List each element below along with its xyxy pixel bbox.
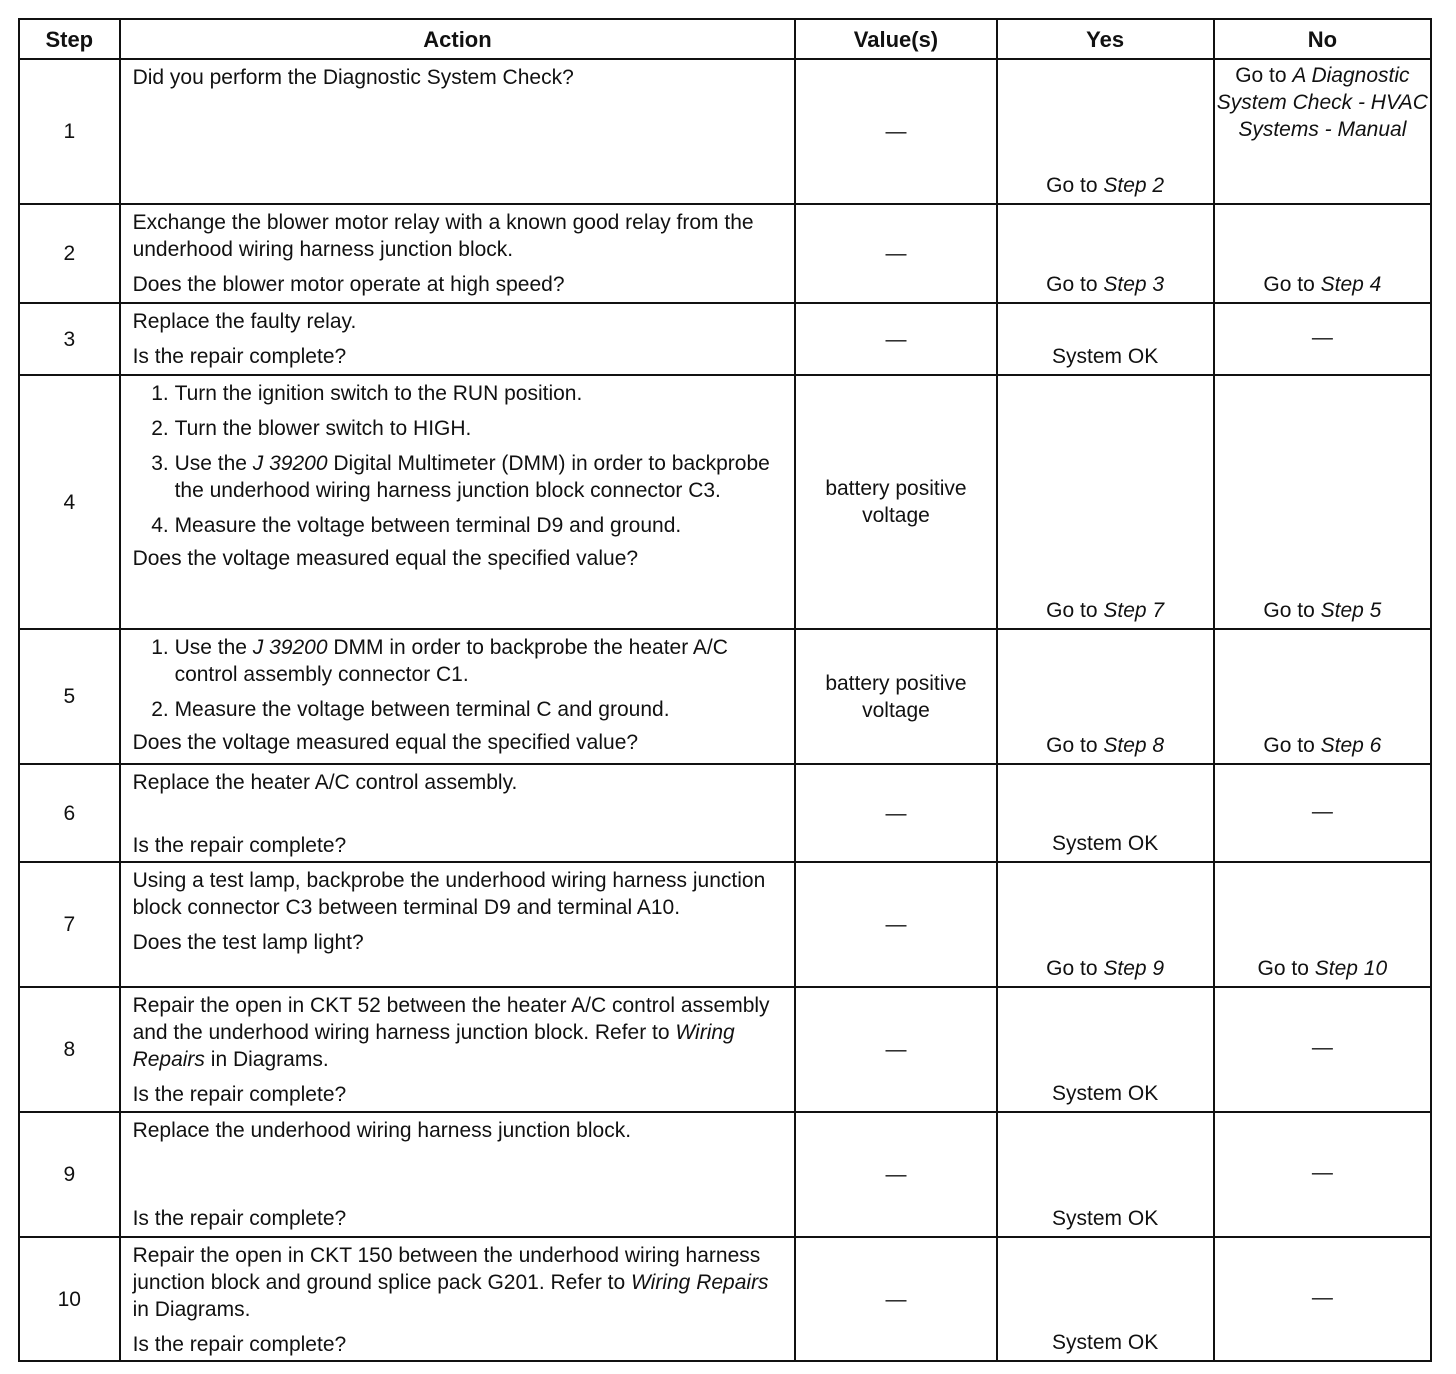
goto-label: Go to	[1046, 957, 1098, 980]
step-reference: Step 2	[1103, 174, 1165, 197]
action-text: Exchange the blower motor relay with a known good relay from the underhood wiring harness junction block.	[132, 211, 754, 261]
procedure-list	[133, 634, 787, 723]
step-number: 7	[19, 862, 120, 987]
goto-label: Go to	[1263, 273, 1315, 296]
action-cell	[120, 1112, 796, 1237]
step-reference: Step 8	[1103, 734, 1165, 757]
table-row	[19, 375, 1431, 629]
question-text: Does the test lamp light?	[132, 931, 364, 954]
yes-cell	[997, 629, 1214, 764]
yes-cell: System OK	[997, 764, 1214, 862]
no-cell	[1214, 862, 1431, 987]
value-cell: —	[795, 303, 996, 375]
table-row	[19, 1112, 1431, 1237]
text-fragment: DMM in order to backprobe the heater A/C control assembly connector C1.	[174, 636, 728, 686]
step-reference: Step 4	[1320, 273, 1382, 296]
action-cell	[120, 375, 796, 629]
header-yes: Yes	[997, 19, 1214, 59]
table-row	[19, 629, 1431, 764]
header-values: Value(s)	[795, 19, 996, 59]
action-cell	[120, 204, 796, 303]
step-number: 6	[19, 764, 120, 862]
text-fragment: Use the	[174, 636, 247, 659]
question-text: Did you perform the Diagnostic System Check?	[132, 66, 574, 89]
action-text: Replace the faulty relay.	[132, 310, 357, 333]
question-text: Is the repair complete?	[132, 834, 347, 857]
yes-cell: System OK	[997, 1237, 1214, 1361]
yes-cell: System OK	[997, 1112, 1214, 1237]
question-text: Is the repair complete?	[132, 345, 347, 368]
goto-label: Go to	[1046, 273, 1098, 296]
goto-label: Go to	[1046, 174, 1098, 197]
step-reference: Step 6	[1320, 734, 1382, 757]
list-item: 4. Measure the voltage between terminal D9 and ground.	[175, 512, 787, 539]
text-fragment: in Diagrams.	[132, 1298, 251, 1321]
value-cell: —	[795, 204, 996, 303]
goto-label: Go to	[1046, 734, 1098, 757]
no-cell: —	[1214, 1237, 1431, 1361]
list-item	[175, 634, 787, 688]
header-action: Action	[120, 19, 796, 59]
text-fragment: Repair the open in CKT 150 between the underhood wiring harness junction block and ground splice pack G201. Refer to	[132, 1244, 761, 1294]
yes-cell	[997, 862, 1214, 987]
text-fragment: in Diagrams.	[210, 1048, 329, 1071]
doc-reference: Wiring Repairs	[631, 1271, 769, 1294]
step-number: 10	[19, 1237, 120, 1361]
table-row	[19, 204, 1431, 303]
yes-cell	[997, 375, 1214, 629]
action-cell	[120, 862, 796, 987]
action-cell	[120, 59, 796, 204]
action-text: Replace the heater A/C control assembly.	[132, 771, 518, 794]
text-fragment: Digital Multimeter (DMM) in order to backprobe the underhood wiring harness junction block connector C3.	[174, 452, 770, 502]
text-fragment: Use the	[174, 452, 247, 475]
value-cell: battery positive voltage	[795, 629, 996, 764]
question-text: Does the voltage measured equal the specified value?	[132, 731, 639, 754]
value-cell: —	[795, 1237, 996, 1361]
list-item: 2. Measure the voltage between terminal C and ground.	[175, 696, 787, 723]
yes-cell: System OK	[997, 303, 1214, 375]
no-cell: —	[1214, 987, 1431, 1112]
question-text: Is the repair complete?	[132, 1333, 347, 1356]
step-reference: Step 7	[1103, 599, 1165, 622]
value-cell: —	[795, 862, 996, 987]
action-cell	[120, 987, 796, 1112]
list-item	[175, 450, 787, 504]
table-row	[19, 987, 1431, 1112]
yes-cell: System OK	[997, 987, 1214, 1112]
list-item: 1. Turn the ignition switch to the RUN position.	[175, 380, 787, 407]
action-text	[133, 1242, 787, 1323]
diagnostic-table	[18, 18, 1432, 1362]
action-cell	[120, 764, 796, 862]
action-cell	[120, 303, 796, 375]
step-reference: Step 9	[1103, 957, 1165, 980]
no-cell	[1214, 59, 1431, 204]
step-reference: Step 5	[1320, 599, 1382, 622]
list-item: 2. Turn the blower switch to HIGH.	[175, 415, 787, 442]
goto-label: Go to	[1257, 957, 1309, 980]
step-reference: Step 3	[1103, 273, 1165, 296]
value-cell: —	[795, 764, 996, 862]
table-row	[19, 862, 1431, 987]
value-cell: —	[795, 987, 996, 1112]
question-text: Does the blower motor operate at high speed?	[132, 273, 565, 296]
action-text: Replace the underhood wiring harness junction block.	[132, 1119, 632, 1142]
value-cell: —	[795, 59, 996, 204]
header-step: Step	[19, 19, 120, 59]
question-text: Is the repair complete?	[132, 1207, 347, 1230]
yes-cell	[997, 204, 1214, 303]
tool-reference: J 39200	[252, 452, 328, 475]
table-row	[19, 303, 1431, 375]
header-row	[19, 19, 1431, 59]
step-number: 1	[19, 59, 120, 204]
no-cell	[1214, 204, 1431, 303]
table-row	[19, 59, 1431, 204]
no-cell: —	[1214, 1112, 1431, 1237]
step-number: 2	[19, 204, 120, 303]
action-cell	[120, 629, 796, 764]
procedure-reference: A Diagnostic System Check - HVAC Systems - Manual	[1216, 64, 1428, 141]
action-cell	[120, 1237, 796, 1361]
yes-cell	[997, 59, 1214, 204]
goto-label: Go to	[1263, 599, 1315, 622]
step-reference: Step 10	[1314, 957, 1388, 980]
table-row	[19, 1237, 1431, 1361]
question-text: Is the repair complete?	[132, 1083, 347, 1106]
doc-reference: Wiring Repairs	[132, 1021, 735, 1071]
tool-reference: J 39200	[252, 636, 328, 659]
goto-label: Go to	[1263, 734, 1315, 757]
question-text: Does the voltage measured equal the specified value?	[132, 547, 639, 570]
no-cell: —	[1214, 764, 1431, 862]
value-cell: —	[795, 1112, 996, 1237]
no-cell	[1214, 375, 1431, 629]
header-no: No	[1214, 19, 1431, 59]
no-cell: —	[1214, 303, 1431, 375]
step-number: 5	[19, 629, 120, 764]
step-number: 8	[19, 987, 120, 1112]
value-cell: battery positive voltage	[795, 375, 996, 629]
text-fragment: Repair the open in CKT 52 between the heater A/C control assembly and the underhood wiring harness junction block. Refer to	[132, 994, 770, 1044]
goto-label: Go to	[1046, 599, 1098, 622]
step-number: 9	[19, 1112, 120, 1237]
action-text	[133, 992, 787, 1073]
step-number: 4	[19, 375, 120, 629]
table-row	[19, 764, 1431, 862]
procedure-list	[133, 380, 787, 539]
goto-label: Go to	[1235, 64, 1287, 87]
step-number: 3	[19, 303, 120, 375]
action-text: Using a test lamp, backprobe the underhood wiring harness junction block connector C3 between terminal D9 and terminal A10.	[132, 869, 766, 919]
no-cell	[1214, 629, 1431, 764]
